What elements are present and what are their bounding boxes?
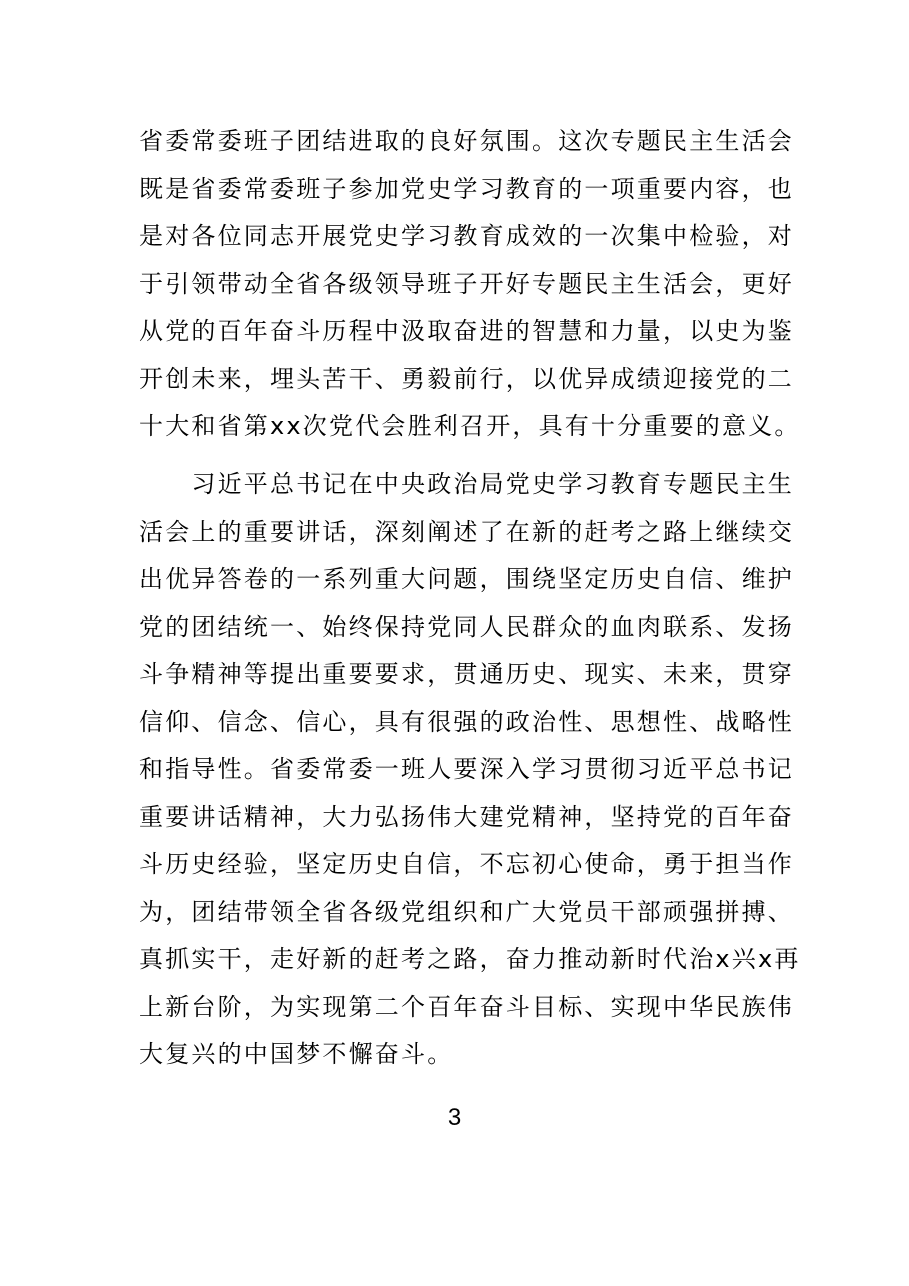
paragraph-2-line: 上新台阶，为实现第二个百年奋斗目标、实现中华民族伟	[139, 992, 794, 1021]
paragraph-1-line: 开创未来，埋头苦干、勇毅前行，以优异成绩迎接党的二	[139, 364, 794, 393]
paragraph-2-line: 和指导性。省委常委一班人要深入学习贯彻习近平总书记	[139, 755, 794, 783]
paragraph-2-line: 出优异答卷的一系列重大问题，围绕坚定历史自信、维护	[139, 565, 794, 593]
paragraph-1-line: 是对各位同志开展党史学习教育成效的一次集中检验，对	[139, 222, 794, 250]
paragraph-1-line: 十大和省第xx次党代会胜利召开，具有十分重要的意义。	[139, 412, 801, 440]
paragraph-2-line: 斗历史经验，坚定历史自信，不忘初心使命，勇于担当作	[139, 850, 794, 878]
paragraph-2-line: 为，团结带领全省各级党组织和广大党员干部顽强拼搏、	[139, 897, 794, 926]
paragraph-2-line: 习近平总书记在中央政治局党史学习教育专题民主生	[139, 470, 794, 498]
paragraph-2-line: 活会上的重要讲话，深刻阐述了在新的赶考之路上继续交	[139, 517, 794, 546]
paragraph-2-line: 真抓实干，走好新的赶考之路，奋力推动新时代治x兴x再	[139, 945, 801, 973]
paragraph-1-line: 于引领带动全省各级领导班子开好专题民主生活会，更好	[139, 269, 794, 298]
paragraph-2-line: 斗争精神等提出重要要求，贯通历史、现实、未来，贯穿	[139, 660, 794, 688]
paragraph-2	[139, 461, 801, 1079]
page-number: 3	[447, 1104, 462, 1131]
paragraph-1-line: 省委常委班子团结进取的良好氛围。这次专题民主生活会	[139, 127, 794, 155]
paragraph-2-line: 党的团结统一、始终保持党同人民群众的血肉联系、发扬	[139, 612, 794, 641]
paragraph-1-line: 既是省委常委班子参加党史学习教育的一项重要内容，也	[139, 174, 794, 203]
paragraph-2-line: 重要讲话精神，大力弘扬伟大建党精神，坚持党的百年奋	[139, 802, 794, 831]
paragraph-2-line: 大复兴的中国梦不懈奋斗。	[139, 1040, 454, 1068]
paragraph-1-line: 从党的百年奋斗历程中汲取奋进的智慧和力量，以史为鉴	[139, 317, 794, 345]
paragraph-1	[139, 118, 801, 451]
paragraph-2-line: 信仰、信念、信心，具有很强的政治性、思想性、战略性	[139, 707, 794, 736]
